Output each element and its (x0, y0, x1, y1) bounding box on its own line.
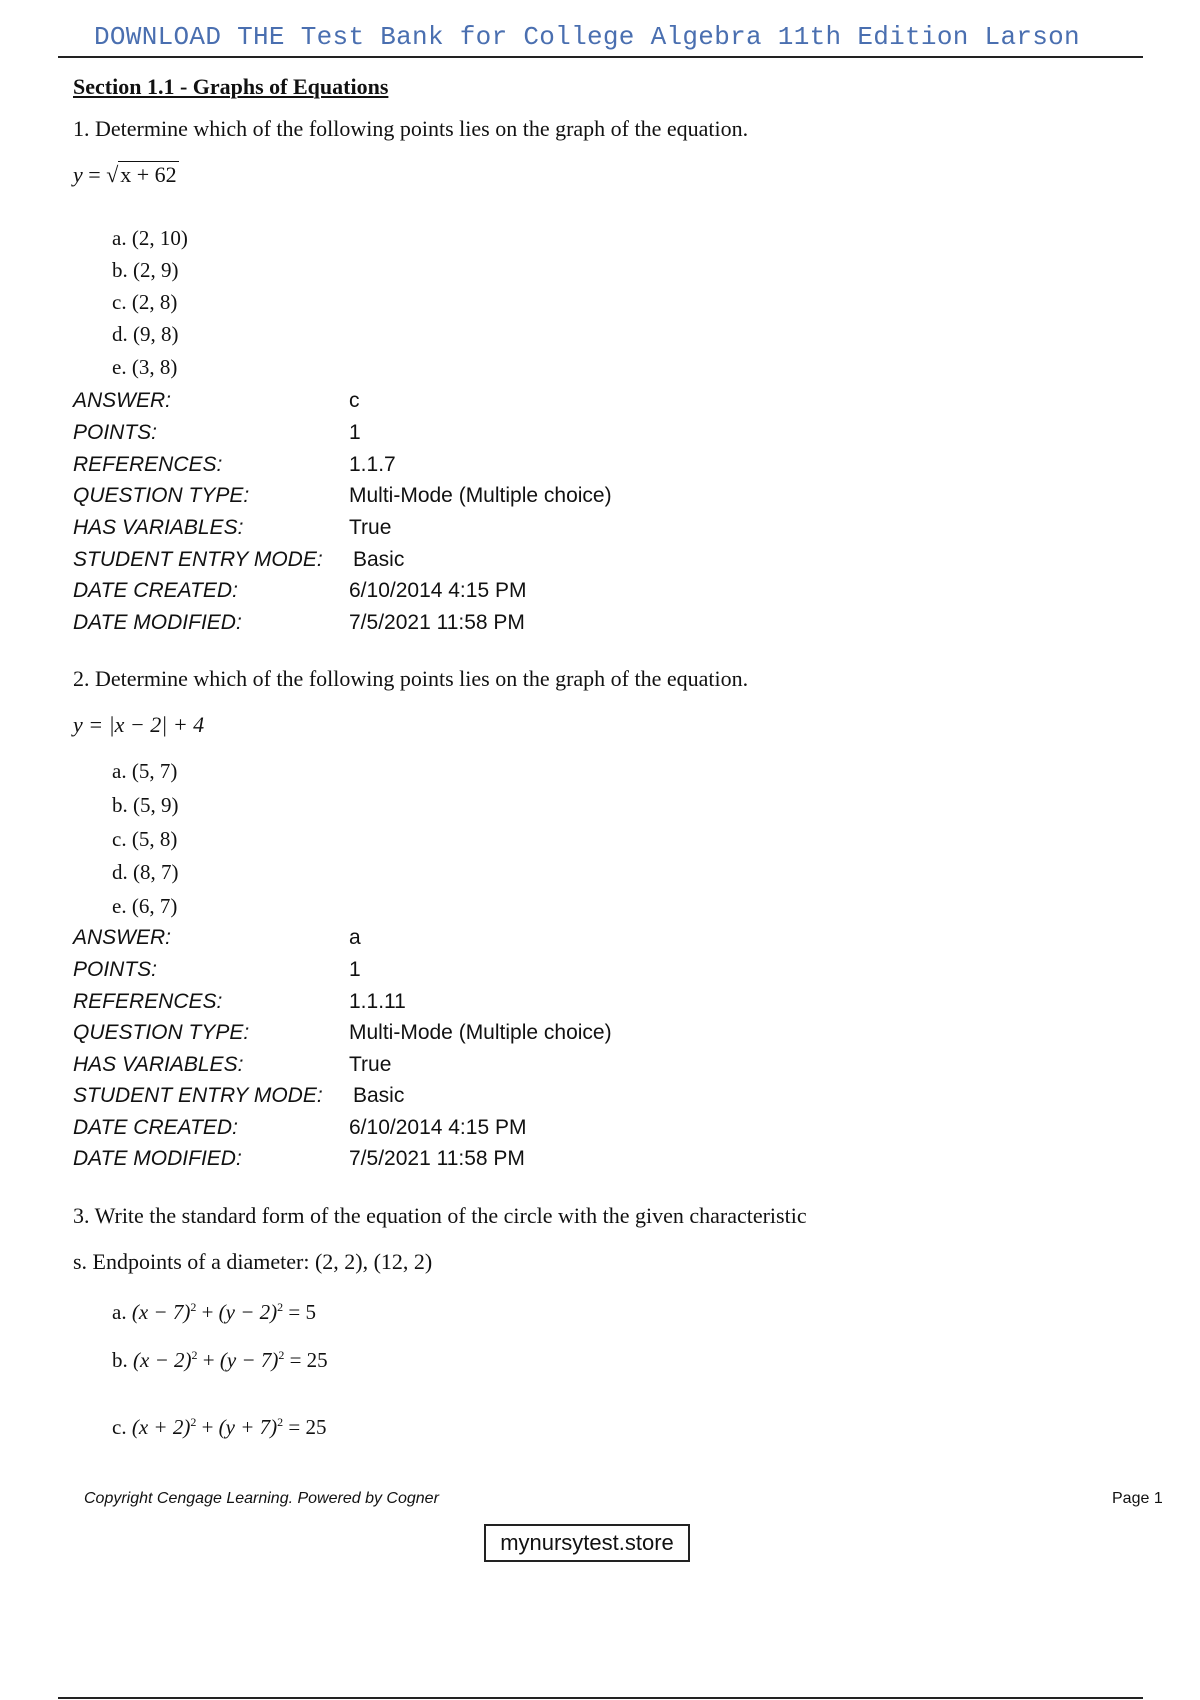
choice-1b[interactable]: b. (2, 9) (112, 258, 179, 282)
q2-answer-label: ANSWER: (73, 926, 172, 949)
q2-points-label: POINTS: (73, 958, 158, 981)
eq-radicand: x + 62 (120, 162, 177, 187)
watermark-stamp: mynursytest.store (484, 1524, 690, 1562)
exp-1: 2 (190, 1300, 197, 1314)
choice-3a[interactable] (112, 1300, 316, 1325)
q2-has-variables-label: HAS VARIABLES: (73, 1053, 244, 1076)
choice-2e[interactable]: e. (6, 7) (112, 894, 178, 918)
choice-letter: c. (112, 1415, 127, 1439)
q1-answer-value: c (349, 389, 360, 412)
question-1-text: 1. Determine which of the following points lies on the graph of the equation. (73, 116, 749, 141)
q1-question-type-label: QUESTION TYPE: (73, 484, 250, 507)
q1-date-created-value: 6/10/2014 4:15 PM (349, 579, 527, 602)
q1-has-variables-value: True (349, 516, 392, 539)
q1-date-created-label: DATE CREATED: (73, 579, 238, 602)
choice-2b[interactable]: b. (5, 9) (112, 793, 179, 817)
q1-points-label: POINTS: (73, 421, 158, 444)
q1-has-variables-label: HAS VARIABLES: (73, 516, 244, 539)
term-1: (x − 7) (131, 1300, 191, 1324)
test-bank-page (73, 72, 1153, 102)
banner-text: DOWNLOAD THE Test Bank for College Algebra 11th Edition Larson (94, 22, 1080, 52)
term-1: (x + 2) (131, 1415, 191, 1439)
eq-equals: = (82, 162, 107, 187)
choice-3b[interactable] (112, 1348, 328, 1373)
section-title: Section 1.1 - Graphs of Equations (73, 74, 389, 99)
choice-1a[interactable]: a. (2, 10) (112, 226, 188, 250)
choice-2d[interactable]: d. (8, 7) (112, 860, 179, 884)
q2-date-created-value: 6/10/2014 4:15 PM (349, 1116, 527, 1139)
q1-references-label: REFERENCES: (73, 453, 223, 476)
choice-1c[interactable]: c. (2, 8) (112, 290, 178, 314)
q2-date-modified-label: DATE MODIFIED: (73, 1147, 242, 1170)
exp-1: 2 (190, 1415, 197, 1429)
rhs: = 25 (284, 1348, 328, 1372)
footer-copyright: Copyright Cengage Learning. Powered by Cogner (84, 1490, 439, 1507)
question-3-text-line1: 3. Write the standard form of the equation of the circle with the given characteristic (73, 1203, 807, 1228)
q2-points-value: 1 (349, 958, 361, 981)
choice-1d[interactable]: d. (9, 8) (112, 322, 179, 346)
choice-letter: a. (112, 1300, 127, 1324)
term-2: (y − 2) (218, 1300, 278, 1324)
q2-entry-mode-label: STUDENT ENTRY MODE: (73, 1084, 323, 1107)
choice-1e[interactable]: e. (3, 8) (112, 355, 178, 379)
question-1-equation (73, 162, 179, 188)
q2-question-type-label: QUESTION TYPE: (73, 1021, 250, 1044)
download-banner (58, 18, 1143, 58)
q2-has-variables-value: True (349, 1053, 392, 1076)
rhs: = 5 (283, 1300, 316, 1324)
exp-2: 2 (277, 1300, 284, 1314)
q2-date-created-label: DATE CREATED: (73, 1116, 238, 1139)
exp-1: 2 (191, 1348, 198, 1362)
exp-2: 2 (277, 1415, 284, 1429)
q1-entry-mode-label: STUDENT ENTRY MODE: (73, 548, 323, 571)
plus: + (196, 1300, 219, 1324)
q2-references-value: 1.1.11 (349, 990, 406, 1013)
q1-answer-label: ANSWER: (73, 389, 172, 412)
exp-2: 2 (278, 1348, 285, 1362)
plus: + (197, 1348, 220, 1372)
q2-answer-value: a (349, 926, 361, 949)
choice-2c[interactable]: c. (5, 8) (112, 827, 178, 851)
question-3-text-line2: s. Endpoints of a diameter: (2, 2), (12, 2) (73, 1249, 433, 1274)
rhs: = 25 (283, 1415, 327, 1439)
q1-question-type-value: Multi-Mode (Multiple choice) (349, 484, 612, 507)
q2-references-label: REFERENCES: (73, 990, 223, 1013)
term-2: (y − 7) (219, 1348, 279, 1372)
term-1: (x − 2) (133, 1348, 192, 1372)
q1-date-modified-label: DATE MODIFIED: (73, 611, 242, 634)
footer-page-number: Page 1 (1112, 1490, 1163, 1507)
q2-question-type-value: Multi-Mode (Multiple choice) (349, 1021, 612, 1044)
q1-date-modified-value: 7/5/2021 11:58 PM (349, 611, 525, 634)
question-2-text: 2. Determine which of the following points lies on the graph of the equation. (73, 666, 749, 691)
term-2: (y + 7) (218, 1415, 278, 1439)
q2-date-modified-value: 7/5/2021 11:58 PM (349, 1147, 525, 1170)
choice-letter: b. (112, 1348, 128, 1372)
q1-references-value: 1.1.7 (349, 453, 396, 476)
choice-3c[interactable] (112, 1415, 326, 1440)
plus: + (196, 1415, 219, 1439)
q1-entry-mode-value: Basic (353, 548, 405, 571)
q1-points-value: 1 (349, 421, 361, 444)
choice-2a[interactable]: a. (5, 7) (112, 759, 178, 783)
eq-lhs: y (73, 162, 83, 187)
sqrt-icon: √ (106, 162, 119, 187)
bottom-divider (58, 1697, 1143, 1699)
q2-entry-mode-value: Basic (353, 1084, 405, 1107)
question-2-equation: y = |x − 2| + 4 (73, 712, 205, 737)
